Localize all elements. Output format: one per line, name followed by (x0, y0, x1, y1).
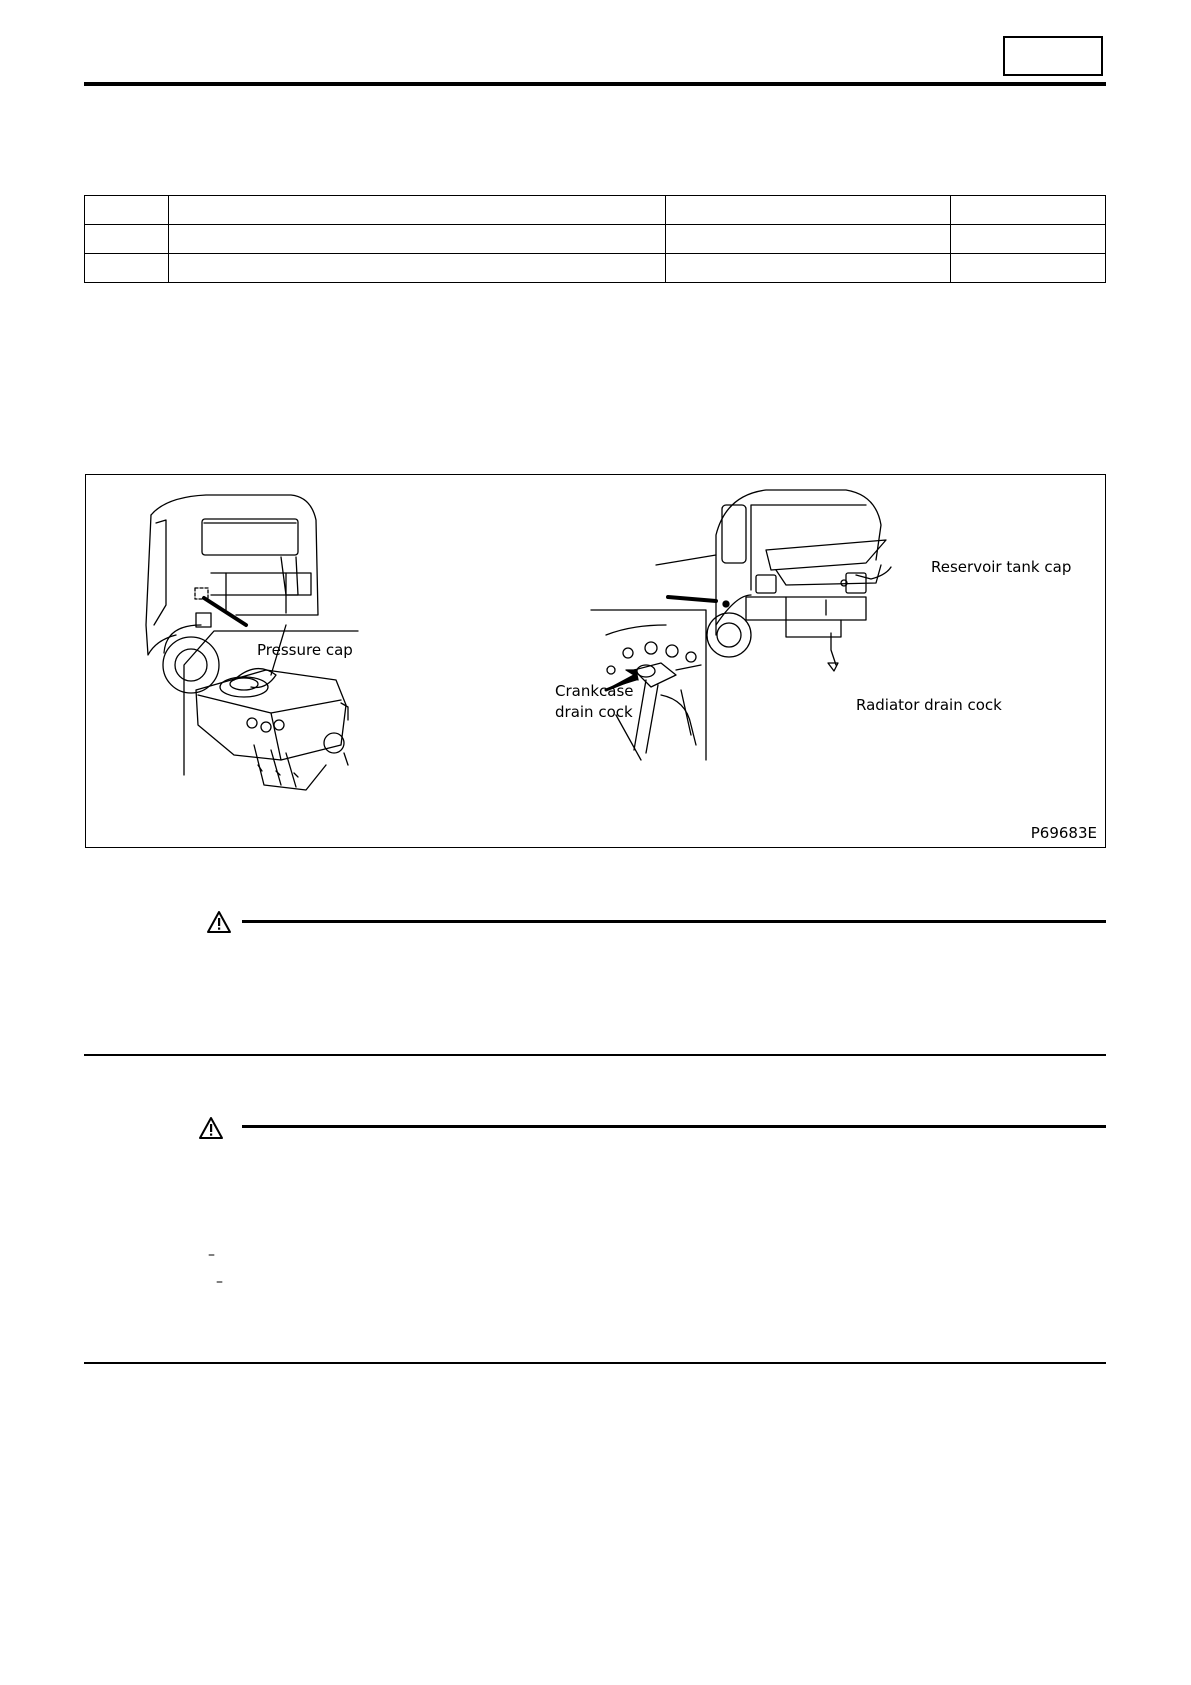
coolant-drain-figure (85, 474, 1106, 848)
table-row (85, 225, 1106, 254)
warning-triangle-icon (206, 910, 232, 934)
warning-rule (242, 1125, 1106, 1128)
table-cell (951, 225, 1106, 254)
figure-id: P69683E (1030, 824, 1097, 842)
crankcase-label-line1: Crankcase (555, 682, 634, 700)
crankcase-label-line2: drain cock (555, 703, 633, 721)
table-cell (168, 225, 666, 254)
table-cell (85, 254, 169, 283)
pressure-cap-label: Pressure cap (257, 641, 353, 659)
spec-table (84, 195, 1106, 283)
table-cell (666, 196, 951, 225)
table-cell (666, 254, 951, 283)
table-cell (168, 254, 666, 283)
table-cell (951, 254, 1106, 283)
table-row (85, 254, 1106, 283)
section-divider (84, 1054, 1106, 1056)
radiator-drain-cock-label: Radiator drain cock (856, 696, 1002, 714)
warning-rule (242, 920, 1106, 923)
list-marker: – (208, 1247, 215, 1263)
table-cell (85, 225, 169, 254)
list-marker: – (216, 1274, 223, 1290)
table-cell (85, 196, 169, 225)
section-divider (84, 1362, 1106, 1364)
warning-triangle-icon (198, 1116, 224, 1140)
table-cell (168, 196, 666, 225)
header-rule (84, 82, 1106, 86)
table-cell (666, 225, 951, 254)
table-cell (951, 196, 1106, 225)
page-number-box (1003, 36, 1103, 76)
table-row (85, 196, 1106, 225)
reservoir-tank-cap-label: Reservoir tank cap (931, 558, 1072, 576)
truck-illustration (86, 475, 1105, 847)
